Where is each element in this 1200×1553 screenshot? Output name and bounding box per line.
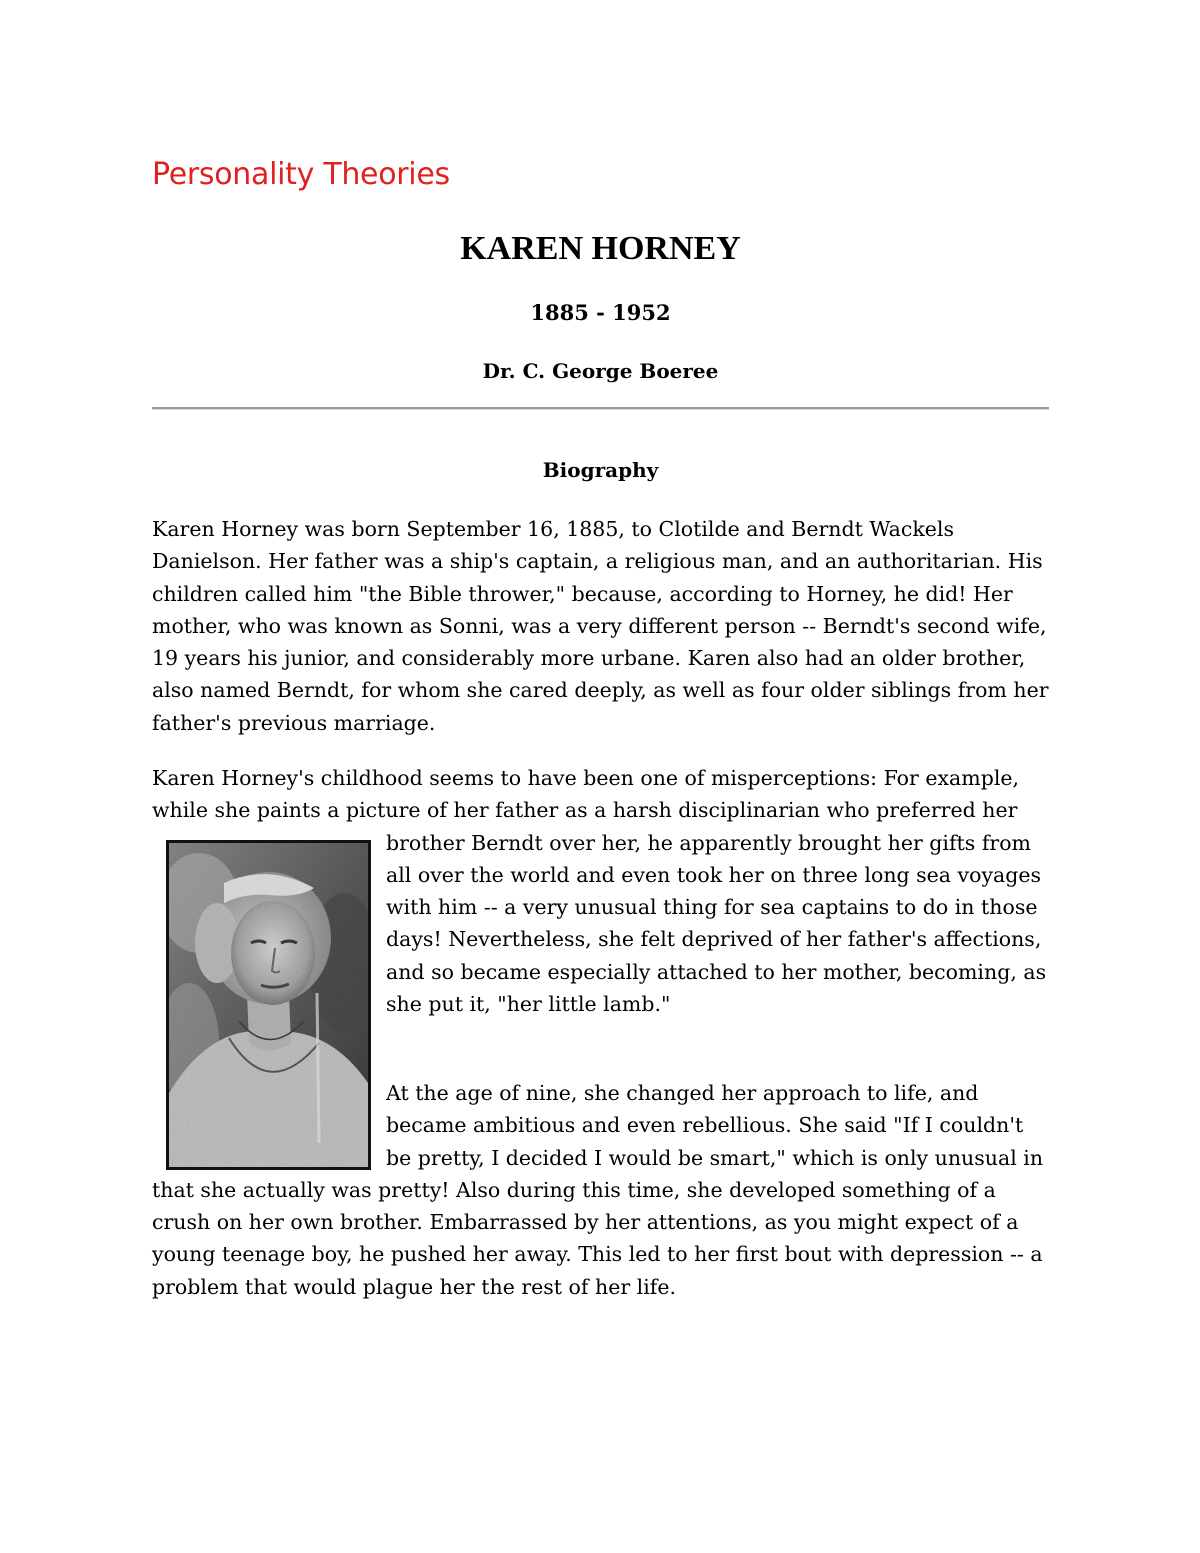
portrait-image: [169, 843, 368, 1167]
karen-horney-portrait: [166, 840, 371, 1170]
life-years: 1885 - 1952: [530, 300, 671, 325]
biography-paragraph-3-text: At the age of nine, she changed her approach to life, and became ambitious and even rebellious. She said "If I couldn't be pretty, I decided I would be smart," which is only unusual in that she actually was pretty! Also during this time, she developed something of a crush on her own brother. Embarrassed by her attentions, as you might expect of a young teenage boy, he pushed her away. This led to her first bout with depression -- a problem that would plague her the rest of her life.: [152, 1081, 1044, 1299]
page-title: KAREN HORNEY: [460, 230, 741, 267]
biography-paragraph-1: Karen Horney was born September 16, 1885, to Clotilde and Berndt Wackels Danielson. Her father was a ship's captain, a religious man, and an authoritarian. His children called him "the Bible thrower," because, according to Horney, he did! Her mother, who was known as Sonni, was a very different person -- Berndt's second wife, 19 years his junior, and considerably more urbane. Karen also had an older brother, also named Berndt, for whom she cared deeply, as well as four older siblings from her father's previous marriage.: [152, 517, 1049, 735]
horizontal-divider: [152, 407, 1049, 410]
author-name: Dr. C. George Boeree: [482, 359, 719, 383]
section-heading: Biography: [542, 458, 659, 482]
series-title-logo: Personality Theories: [152, 157, 450, 192]
biography-paragraph-2-text: Karen Horney's childhood seems to have been one of misperceptions: For example, while she paints a picture of her father as a harsh disciplinarian who preferred her brother Berndt over her, he apparently brought her gifts from all over the world and even took her on three long sea voyages with him -- a very unusual thing for sea captains to do in those days! Nevertheless, she felt deprived of her father's affections, and so became especially attached to her mother, becoming, as she put it, "her little lamb.": [152, 766, 1047, 1017]
